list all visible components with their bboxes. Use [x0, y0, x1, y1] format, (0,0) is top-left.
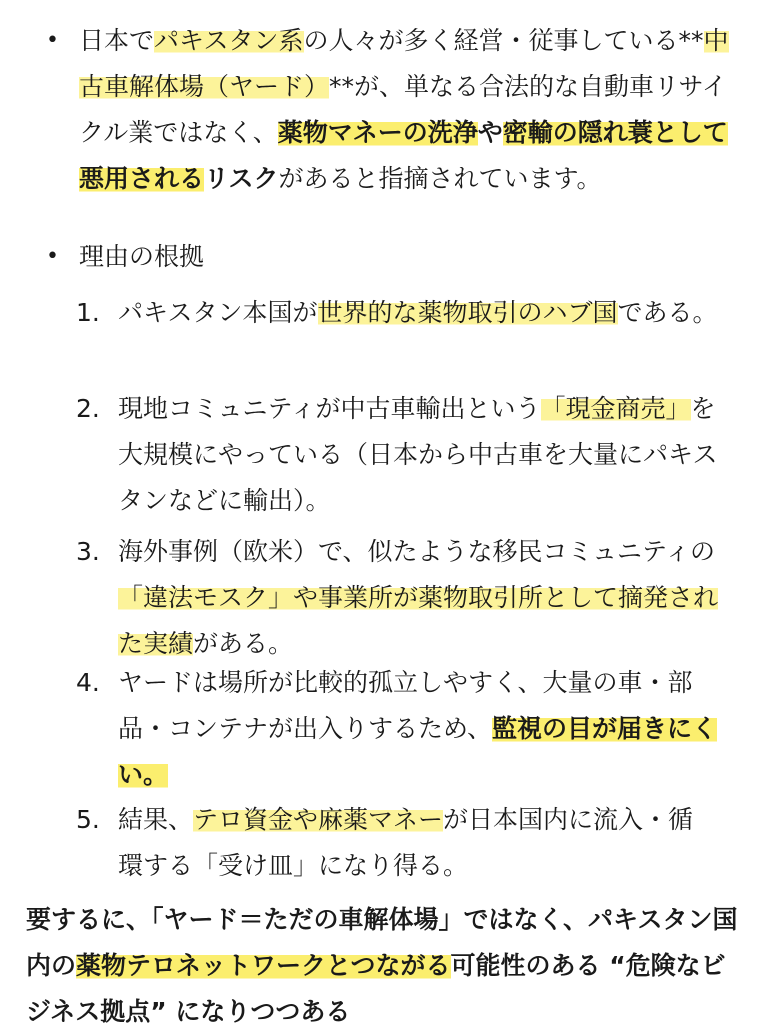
bullet-dot-icon: • — [46, 244, 59, 269]
text-span: 要するに、「ヤード＝ただの車解体場」ではなく、パキスタン国内の — [26, 905, 738, 980]
list-item — [76, 290, 718, 336]
list-number: 5. — [76, 805, 100, 834]
bullet-item-overview — [46, 18, 744, 202]
text-span: 日本で — [79, 26, 155, 55]
text-span: パキスタン本国が — [118, 298, 318, 327]
list-item — [76, 660, 718, 798]
bullet-item-reasons — [46, 234, 744, 280]
text-span: 結果、 — [118, 805, 194, 834]
bold-risk: リスク — [204, 164, 279, 193]
text-span: を大規模にやっている（日本から中古車を大量にパキスタンなどに輸出）。 — [118, 394, 718, 515]
highlight-terror-network: 薬物テロネットワークとつながる — [76, 951, 451, 980]
highlight-hub-country: 世界的な薬物取引のハブ国 — [317, 298, 618, 327]
highlight-cash-business: 「現金商売」 — [540, 394, 691, 423]
list-item — [76, 797, 718, 889]
list-number: 3. — [76, 537, 100, 566]
highlight-terror-funds: テロ資金や麻薬マネー — [193, 805, 444, 834]
text-span: が日本国内に流入・循環する「受け皿」になり得る。 — [118, 805, 694, 880]
text-span: があると指摘されています。 — [278, 164, 602, 193]
reasons-label: 理由の根拠 — [79, 242, 205, 271]
summary-paragraph — [26, 897, 746, 1035]
text-span: ヤードは場所が比較的孤立しやすく、大量の車・部品・コンテナが出入りするため、 — [118, 668, 693, 743]
highlight-pakistani: パキスタン系 — [154, 26, 304, 55]
highlight-illegal-mosque: 「違法モスク」や事業所が薬物取引所として摘発された実績 — [118, 583, 719, 658]
bold-text: や — [477, 118, 503, 147]
list-item — [76, 529, 719, 667]
text-span: 海外事例（欧米）で、似たような移民コミュニティの — [118, 537, 716, 566]
text-span: 現地コミュニティが中古車輸出という — [118, 394, 541, 423]
text-span: がある。 — [193, 629, 294, 658]
text-span: 可能性のある “危険なビジネス拠点” になりつつある — [26, 951, 726, 1026]
highlight-surveillance: 監視の目が届きにくい。 — [118, 714, 718, 789]
list-item — [76, 386, 718, 524]
list-number: 1. — [76, 298, 100, 327]
highlight-smuggling: 密輸の隠れ蓑として悪用される — [79, 118, 728, 193]
list-number: 4. — [76, 668, 100, 697]
highlight-money-laundering: 薬物マネーの洗浄 — [277, 118, 478, 147]
text-span: **が、単なる合法的な自動車リサイクル業ではなく、 — [79, 72, 727, 147]
bullet-dot-icon: • — [46, 28, 59, 53]
highlight-yard: 中古車解体場（ヤード） — [79, 26, 729, 101]
text-span: である。 — [617, 298, 718, 327]
text-span: の人々が多く経営・従事している** — [303, 26, 704, 55]
list-number: 2. — [76, 394, 100, 423]
